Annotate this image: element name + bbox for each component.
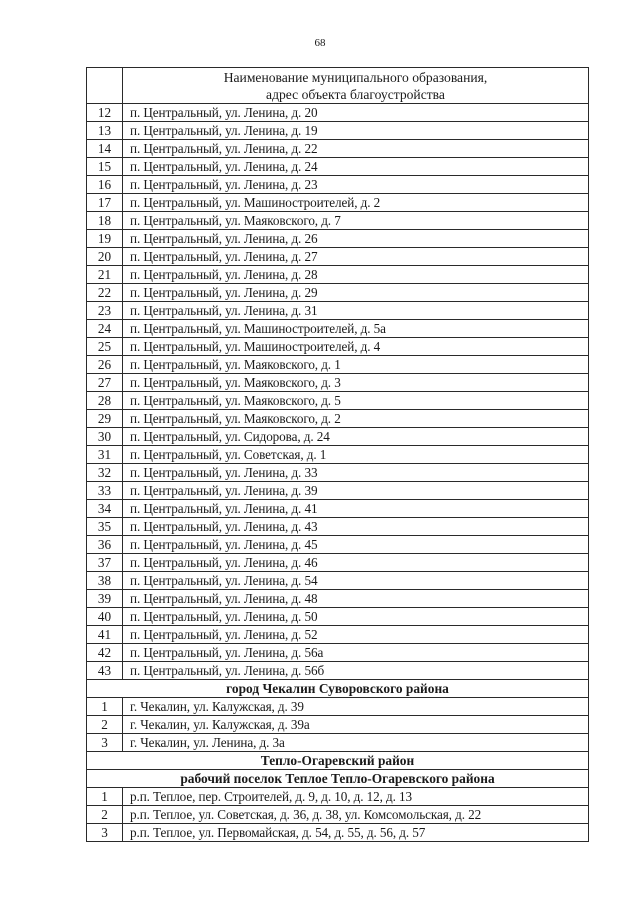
row-number: 1 xyxy=(87,788,123,806)
page-number: 68 xyxy=(314,37,326,49)
row-address: п. Центральный, ул. Маяковского, д. 1 xyxy=(123,356,589,374)
row-address: п. Центральный, ул. Ленина, д. 50 xyxy=(123,608,589,626)
table-row xyxy=(87,338,589,356)
row-address: п. Центральный, ул. Ленина, д. 27 xyxy=(123,248,589,266)
row-address: п. Центральный, ул. Ленина, д. 28 xyxy=(123,266,589,284)
table-row xyxy=(87,572,589,590)
row-address: п. Центральный, ул. Маяковского, д. 7 xyxy=(123,212,589,230)
row-number: 39 xyxy=(87,590,123,608)
table-row xyxy=(87,320,589,338)
header-title-line1: Наименование муниципального образования, xyxy=(223,69,488,85)
row-address: п. Центральный, ул. Маяковского, д. 5 xyxy=(123,392,589,410)
row-number: 38 xyxy=(87,572,123,590)
row-number: 18 xyxy=(87,212,123,230)
table-row xyxy=(87,734,589,752)
row-number: 15 xyxy=(87,158,123,176)
row-address: п. Центральный, ул. Сидорова, д. 24 xyxy=(123,428,589,446)
row-number: 12 xyxy=(87,104,123,122)
row-number: 24 xyxy=(87,320,123,338)
section-chekalin-row xyxy=(87,680,589,698)
row-number: 32 xyxy=(87,464,123,482)
table-header-row xyxy=(87,68,589,104)
table-row xyxy=(87,248,589,266)
row-number: 43 xyxy=(87,662,123,680)
table-row xyxy=(87,788,589,806)
row-address: п. Центральный, ул. Ленина, д. 22 xyxy=(123,140,589,158)
row-address: п. Центральный, ул. Ленина, д. 46 xyxy=(123,554,589,572)
table-row xyxy=(87,554,589,572)
row-number: 29 xyxy=(87,410,123,428)
row-address: п. Центральный, ул. Ленина, д. 45 xyxy=(123,536,589,554)
row-number: 30 xyxy=(87,428,123,446)
row-number: 21 xyxy=(87,266,123,284)
row-address: п. Центральный, ул. Ленина, д. 24 xyxy=(123,158,589,176)
table-row xyxy=(87,212,589,230)
row-address: п. Центральный, ул. Маяковского, д. 3 xyxy=(123,374,589,392)
row-address: п. Центральный, ул. Ленина, д. 54 xyxy=(123,572,589,590)
table-row xyxy=(87,374,589,392)
row-address: п. Центральный, ул. Ленина, д. 39 xyxy=(123,482,589,500)
section-chekalin-heading: город Чекалин Суворовского района xyxy=(87,680,589,698)
row-address: г. Чекалин, ул. Ленина, д. 3а xyxy=(123,734,589,752)
table-row xyxy=(87,266,589,284)
header-title-line2: адрес объекта благоустройства xyxy=(266,86,445,102)
table-row xyxy=(87,824,589,842)
row-address: п. Центральный, ул. Ленина, д. 48 xyxy=(123,590,589,608)
row-address: п. Центральный, ул. Ленина, д. 26 xyxy=(123,230,589,248)
table-row xyxy=(87,356,589,374)
header-number-cell xyxy=(87,68,123,104)
row-number: 20 xyxy=(87,248,123,266)
table-row xyxy=(87,104,589,122)
table-row xyxy=(87,428,589,446)
row-address: п. Центральный, ул. Ленина, д. 29 xyxy=(123,284,589,302)
table-row xyxy=(87,446,589,464)
table-row xyxy=(87,176,589,194)
row-address: р.п. Теплое, ул. Первомайская, д. 54, д. 55, д. 56, д. 57 xyxy=(123,824,589,842)
table-row xyxy=(87,698,589,716)
row-address: г. Чекалин, ул. Калужская, д. 39 xyxy=(123,698,589,716)
row-number: 36 xyxy=(87,536,123,554)
table-row xyxy=(87,392,589,410)
row-number: 34 xyxy=(87,500,123,518)
table-row xyxy=(87,230,589,248)
row-number: 14 xyxy=(87,140,123,158)
table-row xyxy=(87,284,589,302)
row-number: 41 xyxy=(87,626,123,644)
section-teploe-heading: рабочий поселок Теплое Тепло-Огаревского района xyxy=(87,770,589,788)
table-row xyxy=(87,302,589,320)
row-address: п. Центральный, ул. Ленина, д. 19 xyxy=(123,122,589,140)
row-number: 31 xyxy=(87,446,123,464)
row-number: 25 xyxy=(87,338,123,356)
row-address: п. Центральный, ул. Ленина, д. 56б xyxy=(123,662,589,680)
row-number: 3 xyxy=(87,824,123,842)
table-row xyxy=(87,482,589,500)
row-number: 37 xyxy=(87,554,123,572)
row-address: п. Центральный, ул. Ленина, д. 41 xyxy=(123,500,589,518)
row-address: п. Центральный, ул. Маяковского, д. 2 xyxy=(123,410,589,428)
header-title-cell xyxy=(123,68,589,104)
table-row xyxy=(87,518,589,536)
table-row xyxy=(87,590,589,608)
row-address: п. Центральный, ул. Ленина, д. 33 xyxy=(123,464,589,482)
row-number: 19 xyxy=(87,230,123,248)
table-row xyxy=(87,194,589,212)
table-row xyxy=(87,626,589,644)
table-row xyxy=(87,140,589,158)
section-district-heading: Тепло-Огаревский район xyxy=(87,752,589,770)
row-address: п. Центральный, ул. Машиностроителей, д. 4 xyxy=(123,338,589,356)
table-row xyxy=(87,536,589,554)
section-teploe-row xyxy=(87,770,589,788)
row-address: р.п. Теплое, пер. Строителей, д. 9, д. 10, д. 12, д. 13 xyxy=(123,788,589,806)
table-row xyxy=(87,608,589,626)
row-number: 2 xyxy=(87,716,123,734)
row-number: 16 xyxy=(87,176,123,194)
table-row xyxy=(87,122,589,140)
row-address: г. Чекалин, ул. Калужская, д. 39а xyxy=(123,716,589,734)
row-address: п. Центральный, ул. Машиностроителей, д. 2 xyxy=(123,194,589,212)
table-row xyxy=(87,644,589,662)
table-row xyxy=(87,158,589,176)
row-address: п. Центральный, ул. Ленина, д. 52 xyxy=(123,626,589,644)
row-number: 23 xyxy=(87,302,123,320)
row-number: 22 xyxy=(87,284,123,302)
row-number: 13 xyxy=(87,122,123,140)
row-number: 17 xyxy=(87,194,123,212)
row-address: п. Центральный, ул. Ленина, д. 56а xyxy=(123,644,589,662)
row-address: п. Центральный, ул. Ленина, д. 43 xyxy=(123,518,589,536)
row-number: 40 xyxy=(87,608,123,626)
row-number: 26 xyxy=(87,356,123,374)
row-number: 33 xyxy=(87,482,123,500)
section-district-row xyxy=(87,752,589,770)
table-row xyxy=(87,500,589,518)
table-row xyxy=(87,410,589,428)
row-number: 28 xyxy=(87,392,123,410)
row-address: п. Центральный, ул. Ленина, д. 31 xyxy=(123,302,589,320)
table-row xyxy=(87,806,589,824)
row-number: 1 xyxy=(87,698,123,716)
table-row xyxy=(87,464,589,482)
row-address: п. Центральный, ул. Ленина, д. 20 xyxy=(123,104,589,122)
row-number: 42 xyxy=(87,644,123,662)
row-number: 3 xyxy=(87,734,123,752)
table-row xyxy=(87,662,589,680)
row-number: 27 xyxy=(87,374,123,392)
table-row xyxy=(87,716,589,734)
address-table xyxy=(86,67,589,842)
row-address: п. Центральный, ул. Машиностроителей, д. 5а xyxy=(123,320,589,338)
row-address: п. Центральный, ул. Советская, д. 1 xyxy=(123,446,589,464)
row-address: р.п. Теплое, ул. Советская, д. 36, д. 38, ул. Комсомольская, д. 22 xyxy=(123,806,589,824)
row-number: 2 xyxy=(87,806,123,824)
row-number: 35 xyxy=(87,518,123,536)
row-address: п. Центральный, ул. Ленина, д. 23 xyxy=(123,176,589,194)
